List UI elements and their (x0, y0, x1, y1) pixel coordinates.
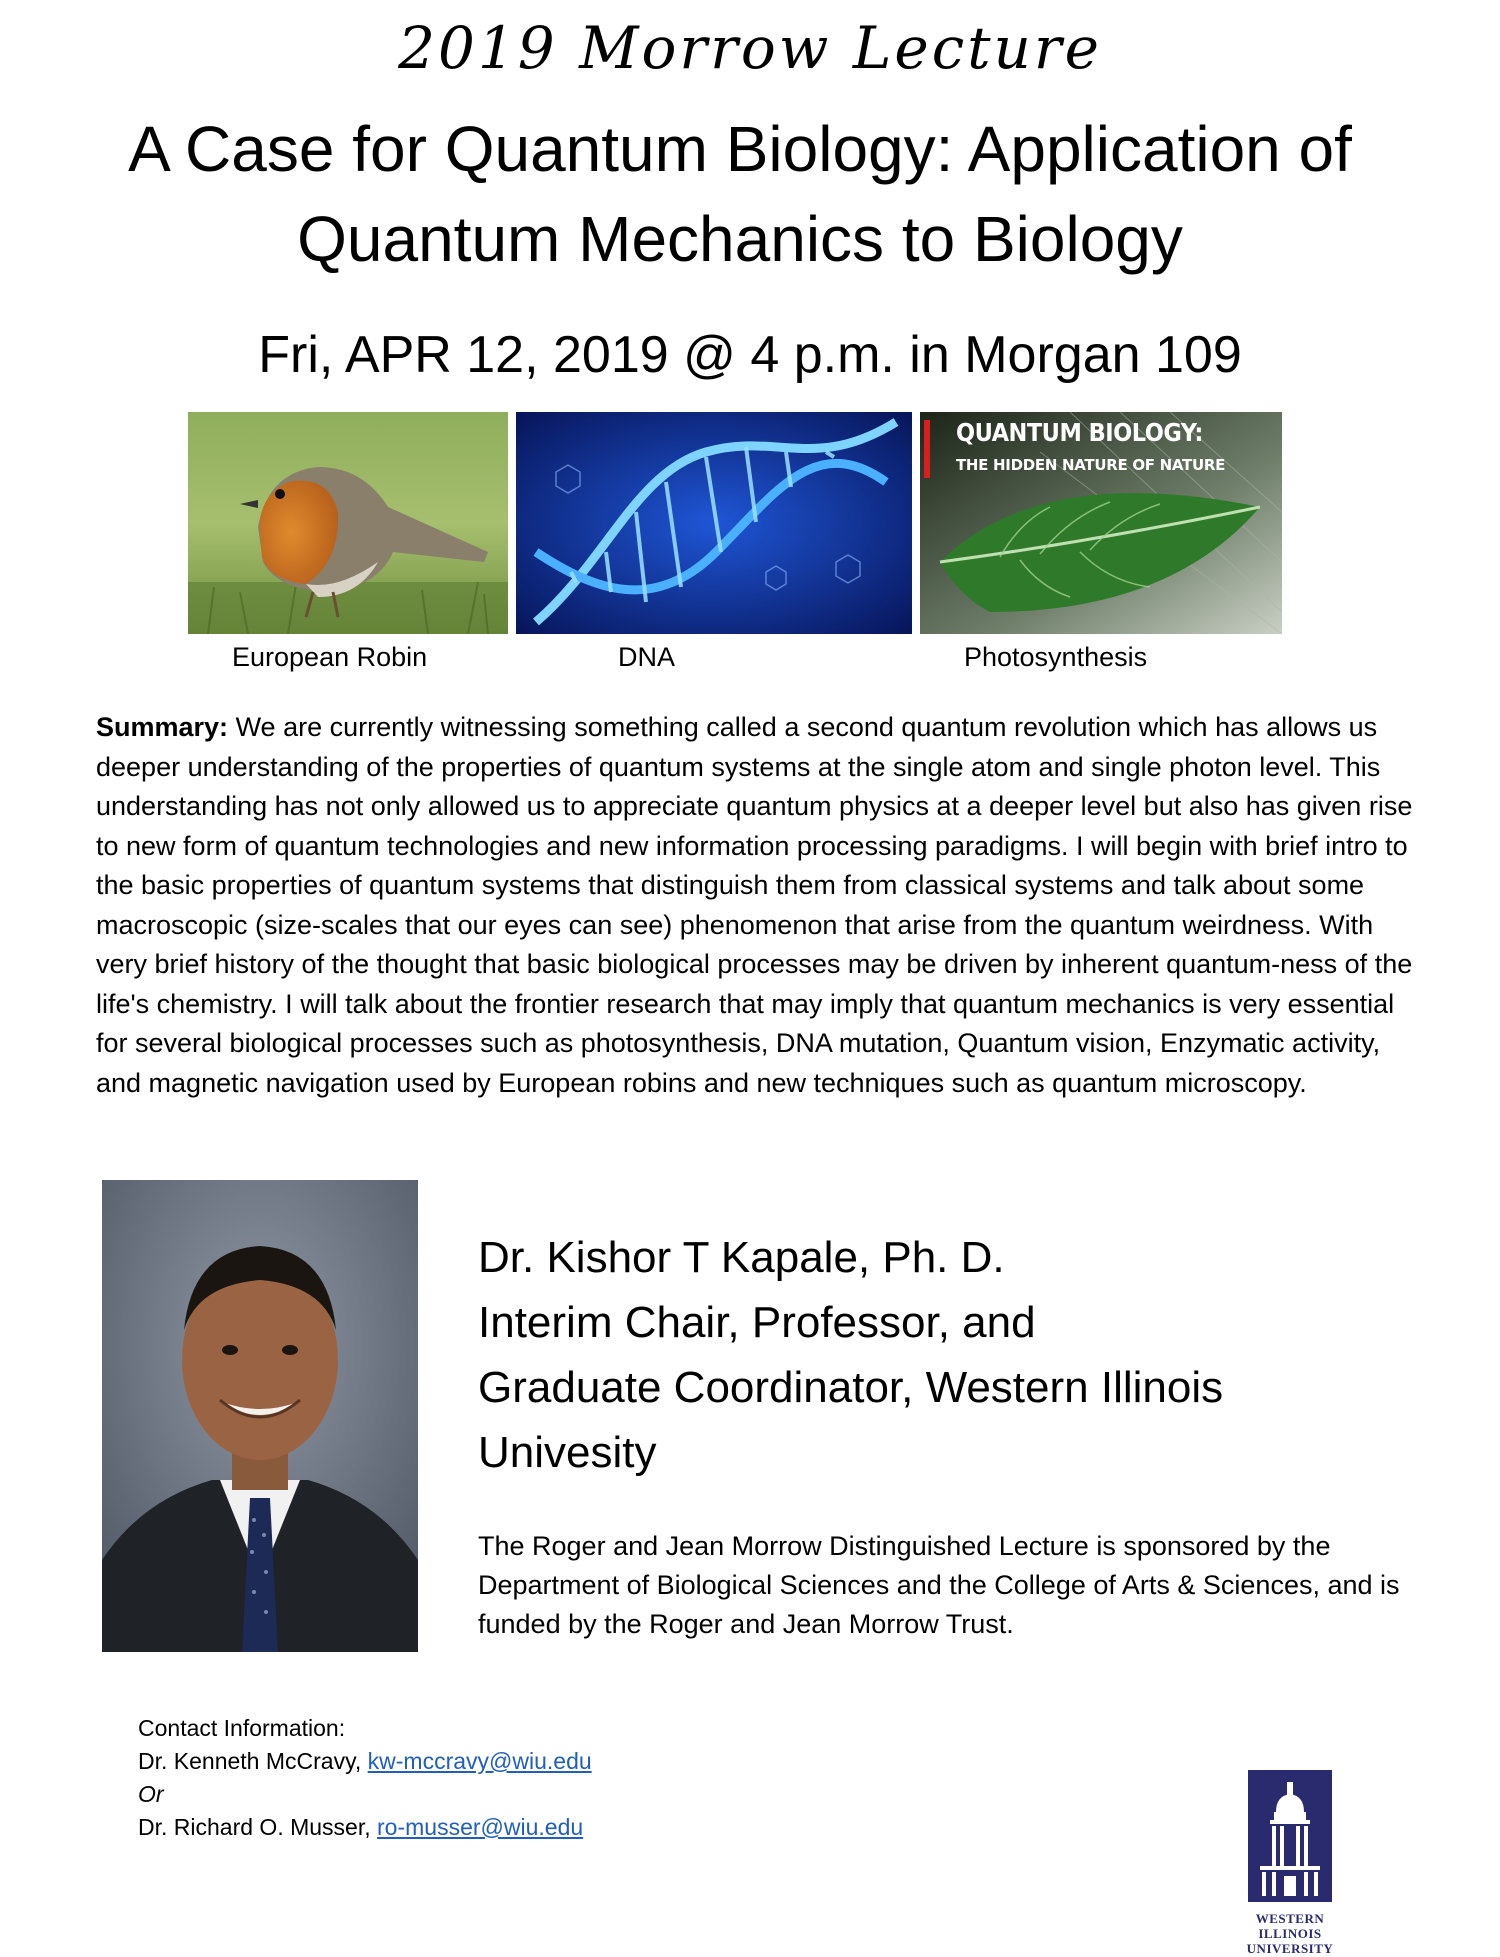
sponsor-text: The Roger and Jean Morrow Distinguished Lecture is sponsored by the Department of Biological Sciences and the College of Arts & Sciences, and is funded by the Roger and Jean Morrow Trust. (478, 1531, 1400, 1639)
caption-european-robin: European Robin (232, 642, 428, 672)
summary-label: Summary: (96, 712, 229, 742)
speaker-name: Dr. Kishor T Kapale, Ph. D. (478, 1233, 1005, 1282)
lecture-title-line-2: Quantum Mechanics to Biology (297, 203, 1183, 275)
speaker-info (478, 1225, 1438, 1485)
contact-person-2-name: Dr. Richard O. Musser, (138, 1814, 378, 1840)
lecture-title (20, 104, 1460, 284)
quantum-biology-poster (920, 412, 1282, 634)
contact-heading: Contact Information: (138, 1715, 346, 1741)
contact-email-1-link[interactable]: kw-mccravy@wiu.edu (367, 1748, 592, 1774)
wiu-logo-line-1: WESTERN (1255, 1911, 1325, 1926)
poster-title: QUANTUM BIOLOGY: (956, 418, 1203, 447)
speaker-headshot (102, 1180, 418, 1652)
contact-or: Or (138, 1781, 164, 1807)
wiu-building-icon (1230, 1768, 1350, 1908)
summary-paragraph (96, 708, 1416, 1103)
contact-person-2 (138, 1811, 838, 1844)
european-robin-photo (188, 412, 508, 634)
contact-person-1 (138, 1745, 838, 1778)
dna-image (516, 412, 912, 634)
contact-information (138, 1712, 838, 1844)
summary-text: We are currently witnessing something called a second quantum revolution which has allows us deeper understanding of the properties of quantum systems at the single atom and single photon level. This understanding has not only allowed us to appreciate quantum physics at a deeper level but also has given rise to new form of quantum technologies and new information processing paradigms. I will begin with brief intro to the basic properties of quantum systems that distinguish them from classical systems and talk about some macroscopic (size-scales that our eyes can see) phenomenon that arise from the quantum weirdness. With very brief history of the thought that basic biological processes may be driven by inherent quantum-ness of the life's chemistry. I will talk about the frontier research that may imply that quantum mechanics is very essential for several biological processes such as photosynthesis, DNA mutation, Quantum vision, Enzymatic activity, and magnetic navigation used by European robins and new techniques such as quantum microscopy. (96, 712, 1413, 1098)
wiu-logo-line-2: ILLINOIS (1258, 1926, 1322, 1941)
caption-photosynthesis: Photosynthesis (964, 642, 1148, 672)
wiu-logo-line-3: UNIVERSITY (1246, 1941, 1334, 1956)
wiu-logo (1230, 1768, 1350, 1957)
event-date-location: Fri, APR 12, 2019 @ 4 p.m. in Morgan 109 (258, 326, 1242, 384)
caption-dna: DNA (618, 642, 676, 672)
lecture-series-title: 2019 Morrow Lecture (398, 14, 1102, 82)
poster-subtitle: THE HIDDEN NATURE OF NATURE (956, 456, 1226, 474)
contact-email-2-link[interactable]: ro-musser@wiu.edu (377, 1814, 584, 1840)
speaker-title-line-1: Interim Chair, Professor, and (478, 1298, 1036, 1347)
speaker-title-line-2: Graduate Coordinator, Western Illinois (478, 1363, 1224, 1412)
contact-person-1-name: Dr. Kenneth McCravy, (138, 1748, 368, 1774)
lecture-title-line-1: A Case for Quantum Biology: Application of (128, 113, 1352, 185)
speaker-title-line-3: Univesity (478, 1428, 657, 1477)
